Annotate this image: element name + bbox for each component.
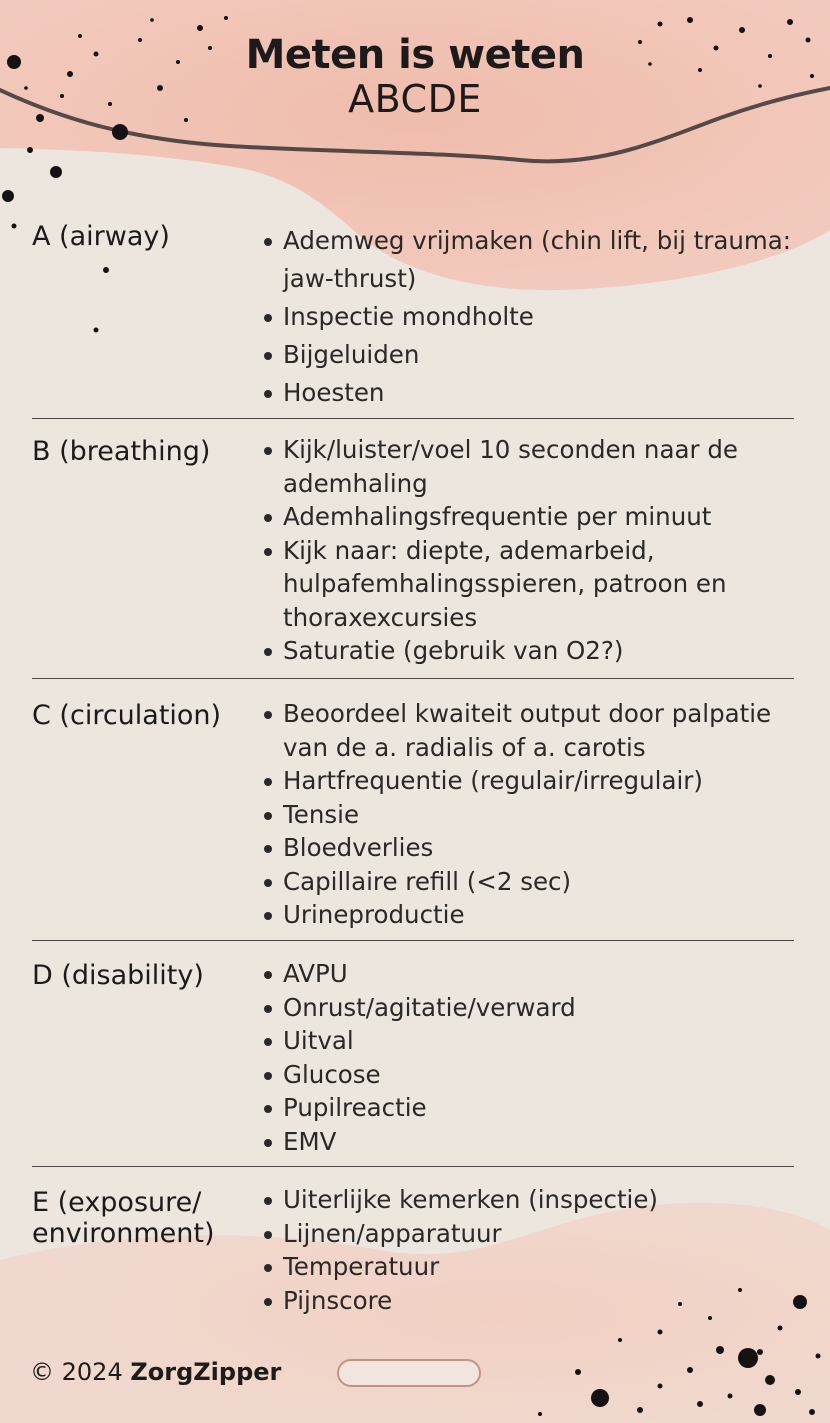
list-item: AVPU — [262, 957, 794, 991]
list-item: Pupilreactie — [262, 1091, 794, 1125]
list-item: Beoordeel kwaiteit output door palpatie van de a. radialis of a. carotis — [262, 697, 794, 764]
section-exposure — [32, 1167, 794, 1337]
list-item: Onrust/agitatie/verward — [262, 991, 794, 1025]
section-items — [262, 697, 794, 940]
section-airway — [32, 222, 794, 419]
list-item: Saturatie (gebruik van O2?) — [262, 634, 794, 668]
section-disability — [32, 941, 794, 1167]
list-item: Hoesten — [262, 374, 794, 412]
list-item: Kijk naar: diepte, ademarbeid, hulpafemhalingsspieren, patroon en thoraxexcursies — [262, 534, 794, 635]
list-item: Hartfrequentie (regulair/irregulair) — [262, 764, 794, 798]
section-items — [262, 957, 794, 1166]
section-label-line: E (exposure/ — [32, 1187, 202, 1218]
section-label-line: environment) — [32, 1218, 215, 1249]
page-subtitle: ABCDE — [348, 77, 482, 121]
list-item: Glucose — [262, 1058, 794, 1092]
list-item: Uiterlijke kemerken (inspectie) — [262, 1183, 794, 1217]
abcde-list — [32, 222, 794, 1337]
section-breathing — [32, 419, 794, 679]
list-item: Ademweg vrijmaken (chin lift, bij trauma: jaw-thrust) — [262, 222, 794, 298]
section-label: C (circulation) — [32, 700, 222, 731]
section-label — [32, 1183, 262, 1337]
list-item: Capillaire refill (<2 sec) — [262, 865, 794, 899]
list-item: Bijgeluiden — [262, 336, 794, 374]
list-item: Ademhalingsfrequentie per minuut — [262, 500, 794, 534]
section-items — [262, 433, 794, 678]
section-label: D (disability) — [32, 960, 204, 991]
section-items — [262, 222, 794, 418]
section-items — [262, 1183, 794, 1337]
list-item: Tensie — [262, 798, 794, 832]
header — [0, 32, 830, 120]
list-item: EMV — [262, 1125, 794, 1159]
pill-tab[interactable] — [337, 1359, 481, 1387]
section-label: A (airway) — [32, 221, 170, 252]
list-item: Bloedverlies — [262, 831, 794, 865]
copyright-text: © 2024 — [30, 1358, 123, 1386]
brand-name: ZorgZipper — [130, 1358, 282, 1386]
list-item: Urineproductie — [262, 898, 794, 932]
list-item: Kijk/luister/voel 10 seconden naar de ademhaling — [262, 433, 794, 500]
footer — [30, 1358, 281, 1386]
section-circulation — [32, 679, 794, 941]
list-item: Uitval — [262, 1024, 794, 1058]
page-title: Meten is weten — [245, 32, 585, 78]
section-label: B (breathing) — [32, 436, 211, 467]
list-item: Pijnscore — [262, 1284, 794, 1318]
list-item: Lijnen/apparatuur — [262, 1217, 794, 1251]
list-item: Inspectie mondholte — [262, 298, 794, 336]
list-item: Temperatuur — [262, 1250, 794, 1284]
